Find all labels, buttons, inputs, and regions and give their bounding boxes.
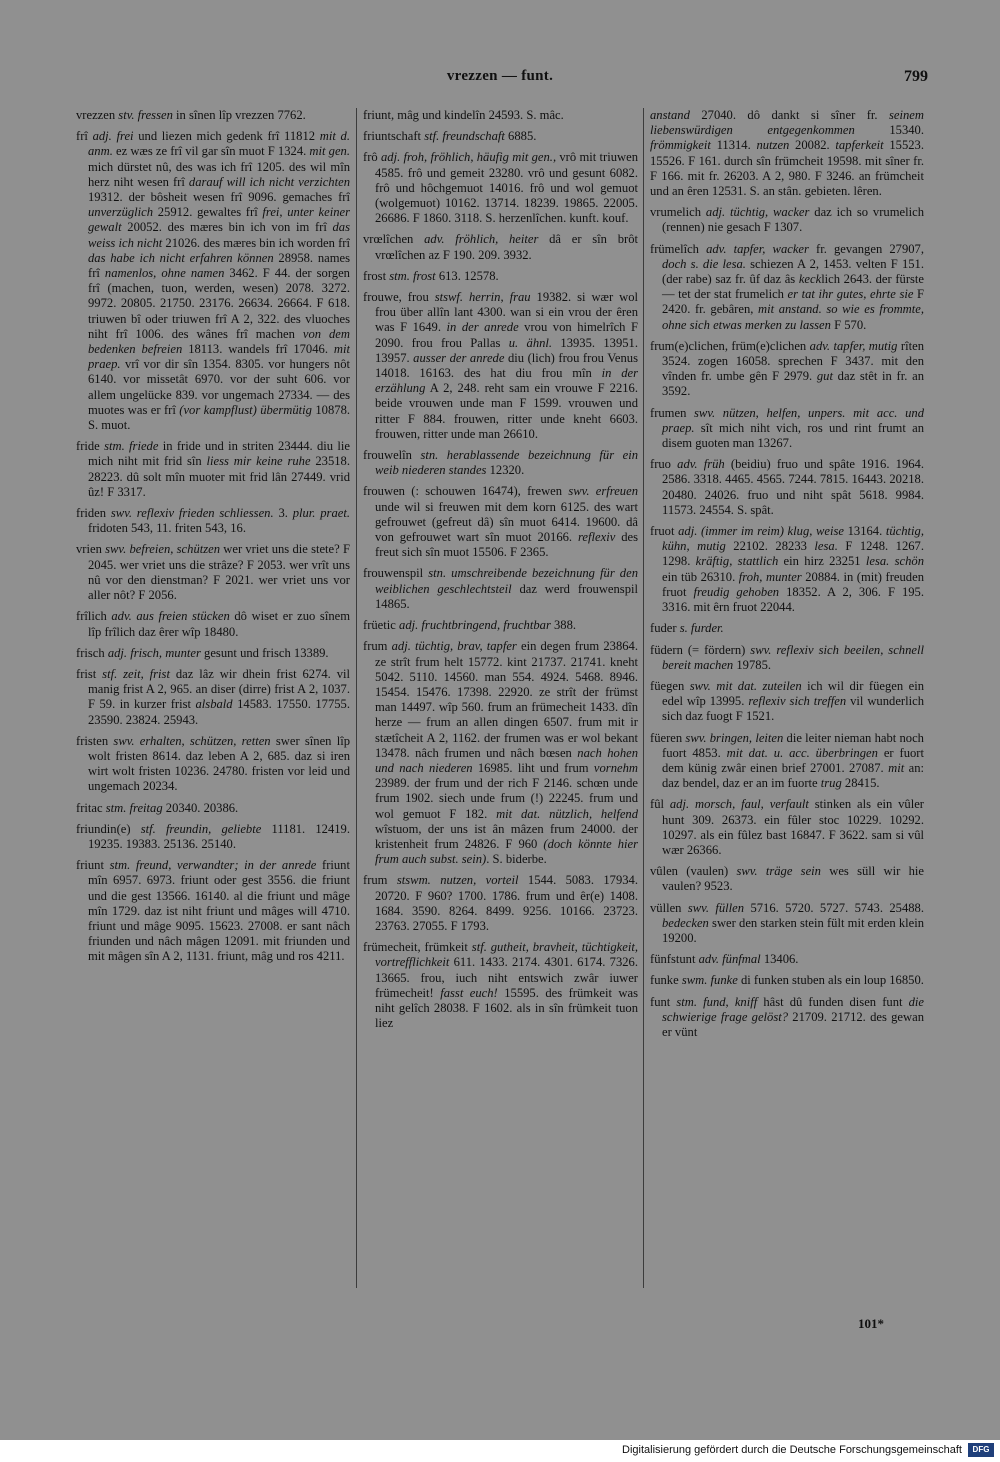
dictionary-entry: [650, 973, 924, 988]
gloss-text: freudig gehoben: [693, 584, 780, 599]
entry-text: 20082.: [789, 138, 836, 153]
gloss-text: stf. zeit, frist: [96, 666, 170, 681]
entry-text: lich 2643. der fürste — tet der stat frumelich: [662, 272, 924, 302]
dictionary-entry: [363, 290, 638, 442]
entry-text: vrô mit triuwen 4585. frô und gemeit 23280. vrô und gesunt 6082. frô und hôchgemuot 14016. frô und wol gemuot (wolgemuot) 10162. 13714. 18239. 19865. 22005. 26686. F 1860. 3118. S. herzenlîchen. kunft. kouf.: [375, 150, 638, 226]
entry-text: vrî vor dir sîn 1354. 8305. vor hungers nôt 6140. vor missetât 6970. vor der suht 606. vor allem ungelücke 839. vor ungemach 27334. — des muotes was er frî: [88, 357, 350, 417]
gloss-text: mit: [888, 760, 905, 775]
sheet-signature: 101*: [858, 1316, 884, 1331]
gloss-text: u. ähnl.: [508, 335, 553, 350]
entry-continuation: [650, 108, 924, 199]
headword: funke: [650, 973, 679, 988]
gloss-text: mit dat. nützlich, helfend: [496, 806, 638, 821]
entry-text: gesunt und frisch 13389.: [200, 645, 329, 660]
headword: fride: [76, 439, 100, 454]
gloss-text: adj. tüchtig, brav, tapfer: [387, 639, 517, 654]
headword: frum(e)clichen, früm(e)clichen: [650, 338, 807, 353]
entry-text: er fuort dem künig zwâr einen brief 27001. 27087.: [662, 745, 924, 775]
gloss-text: stm. friede: [99, 439, 159, 454]
entry-text: friunt mîn 6957. 6973. friunt oder gest 3556. die friunt und die gest 13566. 16140. al die friunt und mâge mîn 1729. daz ist niht friunt und mâges will 4710. friunt und mâge 9095. 15623. 27008. er sant nâch friunden und nâch mâgen 12091. mit friunden und mit mâgen sîn A 2, 1131. friunt, mâg und ros 4211.: [88, 858, 350, 964]
column-divider: [643, 108, 644, 1288]
entry-text: 611. 1433. 2174. 4301. 6174. 7326. 13665. frou, iuch niht entswich zwâr iuwer frümecheit!: [375, 955, 638, 1000]
entry-text: (: schouwen 16474), frewen: [404, 484, 569, 499]
dictionary-entry: [363, 940, 638, 1031]
gloss-text: stswm. nutzen, vorteil: [387, 873, 519, 888]
headword: frouwe, frou: [363, 290, 429, 305]
entry-text: F 2420. fr. gebâren,: [662, 287, 924, 317]
entry-text: des freut sich sîn muot 15506. F 2365.: [375, 530, 638, 560]
entry-text: daz werd frouwenspil 14865.: [375, 581, 638, 611]
gloss-text: trug: [820, 776, 842, 791]
entry-text: F 1248. 1267. 1298.: [662, 539, 924, 569]
dictionary-entry: [76, 822, 350, 852]
gloss-text: adj. tüchtig, wacker: [701, 205, 810, 220]
gloss-text: von dem bedenken befreien: [88, 326, 350, 357]
dictionary-entry: [650, 205, 924, 235]
entry-text: die leiter nieman habt noch fuort 4853.: [662, 730, 924, 760]
entry-text: und liezen mich gedenk frî 11812: [133, 129, 320, 144]
dictionary-entry: [76, 439, 350, 500]
entry-text: 16985. liht und frum: [472, 760, 594, 775]
dictionary-entry: [363, 129, 638, 144]
entry-text: 13935. 13951. 13957.: [375, 335, 638, 365]
entry-text: 27040. dô dankt si sîner fr.: [689, 108, 890, 122]
gloss-text: liess mir keine ruhe: [206, 454, 311, 469]
headword: friuntschaft: [363, 129, 422, 144]
headword: fünfstunt: [650, 952, 696, 967]
entry-text: 1544. 5083. 17934. 20720. F 960? 1700. 1786. frum und êr(e) 1408. 1684. 3590. 8264. 8499. 9256. 10166. 23723. 23763. 27055. F 1793.: [375, 873, 638, 933]
gloss-text: er tat ihr gutes, ehrte sie: [787, 287, 914, 302]
entry-text: 15523. 15526. F 161. durch sîn frümcheit 19598. mit sîner fr. F 166. mit fr. 26203. A 2, 980. F 3246. an frümcheit und an êren 12531. S. an stân. gebieten. lêren.: [650, 138, 924, 199]
entry-text: friunt, mâg und kindelîn 24593. S. mâc.: [363, 108, 564, 122]
entry-text: in fride und in striten 23444. diu lie mich niht mit frid sîn: [88, 439, 350, 469]
dictionary-entry: [650, 901, 924, 947]
headword: vrœlîchen: [363, 232, 414, 247]
entry-text: fridoten 543, 11. friten 543, 16.: [88, 521, 246, 536]
headword: friden: [76, 506, 107, 521]
gloss-text: in der erzählung: [375, 366, 638, 396]
gloss-text: bedecken: [662, 915, 709, 930]
gloss-text: anstand: [650, 108, 690, 122]
gloss-text: stv. fressen: [115, 108, 173, 122]
column-left: [76, 108, 350, 1308]
entry-text: wer vriet uns die stete? F 2045. wer vriet uns die strâze? F 2053. wer vrît uns nû vor den dienstman? F 2021. wer vriet uns vor aller nôt? F 2056.: [88, 542, 350, 603]
entry-text: 25912. gewaltes frî: [153, 205, 263, 220]
entry-text: daz ich so vrumelich (rennen) nie gesach F 1307.: [662, 205, 924, 235]
gloss-text: alsbald: [195, 697, 233, 712]
entry-text: dô wiset er zuo sînem lîp frîlich daz êrer wîp 18480.: [88, 609, 350, 639]
footer-credit: Digitalisierung gefördert durch die Deutsche Forschungsgemeinschaft: [622, 1444, 962, 1456]
entry-text: 20052. des mæres bin ich von im frî: [121, 220, 333, 235]
gloss-text: swv. füllen: [681, 900, 745, 915]
gloss-text: stf. freundin, geliebte: [130, 821, 262, 836]
entry-text: 20340. 20386.: [162, 800, 239, 815]
gloss-text: die schwierige frage gelöst?: [662, 994, 924, 1024]
gloss-text: s. furder.: [676, 621, 724, 636]
entry-text: 23518. 28223. dû solt mîn muoter mit frid lân 27449. vrid ûz! F 3317.: [88, 454, 350, 499]
dictionary-entry: [363, 618, 638, 633]
gloss-text: adv. früh: [670, 457, 725, 472]
gloss-text: lesa.: [814, 539, 838, 554]
headword: frost: [363, 268, 387, 283]
entry-text: 613. 12578.: [435, 268, 499, 283]
entry-text: 18113. wandels frî 17046.: [182, 342, 334, 357]
gloss-text: stm. frost: [386, 268, 436, 283]
gloss-text: frei, unter keiner gewalt: [88, 205, 350, 235]
gloss-text: mit anstand. so wie es frommte, ohne sich etwas merken zu lassen: [662, 302, 924, 332]
headword: fuder: [650, 621, 677, 636]
gloss-text: reflexiv: [578, 530, 616, 545]
gloss-text: fasst euch!: [440, 985, 498, 1000]
entry-text: (= fördern): [682, 642, 751, 657]
dictionary-entry: [76, 108, 350, 123]
gloss-text: ausser der anrede: [413, 350, 505, 365]
dictionary-entry: [650, 339, 924, 400]
entry-text: 13164.: [843, 524, 886, 539]
entry-text: wes süll wir hie vaulen? 9523.: [662, 864, 924, 894]
headword: frum: [363, 639, 388, 654]
gloss-text: adj. morsch, faul, verfault: [664, 797, 809, 812]
entry-text: (beidiu) fruo und spâte 1916. 1964. 2586. 3318. 4465. 4565. 7244. 7815. 16443. 20218. 20480. 24026. fruo und niht spât 5618. 9984. 11573. 24554. S. spât.: [662, 457, 924, 517]
entry-text: vil wunderlich sich daz fuogt F 1521.: [662, 694, 924, 724]
dictionary-entry: [650, 731, 924, 792]
column-middle: [363, 108, 638, 1308]
headword: vrien: [76, 542, 102, 557]
dictionary-entry: [76, 801, 350, 816]
entry-text: A 2, 248. reht sam ein vrouwe F 2216. beide vrouwen unde man F 1599. vrouwen und ritter F 884. frouwen, ritter unde kneht 6603. frouwen, ritter unde man 26610.: [375, 381, 638, 441]
headword: vrumelich: [650, 205, 702, 220]
dictionary-entry: [650, 679, 924, 725]
dictionary-entry: [363, 484, 638, 560]
gloss-text: stn. umschreibende bezeichnung für den weiblichen geschlechtsteil: [375, 566, 638, 596]
headword: frî: [76, 129, 88, 144]
gloss-text: das habe ich nicht erfahren können: [88, 250, 274, 265]
dictionary-entry: [650, 797, 924, 858]
entry-text: 22102. 28233: [725, 539, 815, 554]
gloss-text: swv. mit dat. zuteilen: [684, 678, 802, 693]
dfg-logo-icon: DFG: [968, 1443, 994, 1457]
gloss-text: swv. erfreuen: [568, 484, 638, 499]
entry-text: ez wæs ze frî vil gar sîn muot F 1324.: [112, 144, 310, 159]
headword: frouwen: [363, 484, 405, 499]
entry-text: diu (lich) frou frou Venus 14018. 16163. des hat diu frou mîn: [375, 350, 638, 381]
headword: frümecheit, frümkeit: [363, 940, 468, 955]
headword: frisch: [76, 645, 105, 660]
gloss-text: swm. funke: [678, 973, 738, 988]
gloss-text: stf. gutheit, bravheit, tüchtigkeit, vortrefflichkeit: [375, 940, 638, 970]
entry-text: ein hirz 23251: [778, 554, 866, 569]
gloss-text: froh, munter: [738, 569, 802, 584]
gloss-text: stf. freundschaft: [421, 129, 505, 144]
gloss-text: (doch könnte hier frum auch subst. sein): [375, 836, 638, 867]
entry-text: 3462. F 44. der sorgen frî (machen, tuon, werden, wesen) 2078. 3272. 9972. 20805. 21750. 23176. 26634. 26664. F 618. triuwen bî oder triuwen frî A 2, 322. des vluoches niht frî 1006. des wânes frî machen: [88, 266, 350, 341]
gloss-text: adj. frisch, munter: [104, 645, 201, 660]
entry-text: 19785.: [733, 657, 772, 672]
dictionary-entry: [363, 150, 638, 226]
entry-text: 11181. 12419. 19235. 19383. 25136. 25140.: [88, 821, 350, 851]
entry-text: stinken als ein vûler hunt 309. 26373. ein fûler stoc 10229. 10292. 10297. als ein fûlez bast 16847. F 3622. sam si vûl wær 26366.: [662, 797, 924, 857]
dictionary-entry: [650, 524, 924, 615]
gloss-text: adv. tapfer, wacker: [698, 241, 809, 256]
dictionary-entry: [76, 129, 350, 433]
running-head: [0, 68, 1000, 90]
entry-continuation: [363, 108, 638, 123]
entry-text: mich dürstet nû, des was ich frî 1205. des wil mîn herz niht wesen frî: [88, 159, 350, 189]
entry-text: in sînen lîp vrezzen 7762.: [172, 108, 306, 122]
gloss-text: swv. befreien, schützen: [101, 542, 221, 557]
gloss-text: darauf will ich nicht verzichten: [188, 174, 350, 189]
headword: frumen: [650, 405, 687, 420]
gloss-text: mit d. anm.: [88, 129, 350, 159]
gloss-text: stm. freund, verwandter; in der anrede: [103, 858, 317, 873]
gloss-text: adj. fruchtbringend, fruchtbar: [395, 618, 551, 633]
entry-text: 20884. in (mit) freuden fruot: [662, 569, 924, 599]
entry-text: 19312. der bôsheit wesen frî 9096. gemaches frî: [88, 190, 350, 205]
entry-text: ein degen frum 23864. ze strît frum helt 15772. kint 21737. 21741. kneht 5042. 5110. 14560. man 554. 4924. 5468. 8946. 15454. 15476. 17398. 22920. ze strît der frümst man 14497. wîp 560. frum an frümecheit 1433. dîn herze — frum an allen dingen 6507. frum mit ir stætîcheit A 2, 1162. der frumen was er wol bekant 13478. nâch frumen und nâch bœsen: [375, 639, 638, 760]
entry-text: ein tüb 26310.: [662, 569, 739, 584]
headword: fûl: [650, 797, 664, 812]
entry-text: 11314.: [710, 138, 757, 153]
headword: vûlen: [650, 864, 678, 879]
gloss-text: adv. aus freien stücken: [106, 609, 230, 624]
entry-text: hâst dû funden disen funt: [757, 994, 909, 1009]
dictionary-entry: [76, 667, 350, 728]
running-title: vrezzen — funt.: [446, 68, 554, 84]
entry-text: 14583. 17550. 17755. 23590. 23824. 25943.: [88, 697, 350, 727]
dictionary-entry: [650, 406, 924, 452]
entry-text: swer den starken stein fült mit erden klein 19200.: [662, 915, 924, 945]
gloss-text: kräftig, stattlich: [695, 554, 779, 569]
headword: frô: [363, 150, 378, 165]
dictionary-entry: [76, 646, 350, 661]
gloss-text: stm. fund, kniff: [670, 994, 758, 1009]
headword: frouwenspil: [363, 566, 424, 581]
headword: frîlich: [76, 609, 107, 624]
headword: früetic: [363, 618, 396, 633]
entry-text: 6885.: [504, 129, 537, 144]
entry-text: 10878. S. muot.: [88, 402, 350, 433]
gloss-text: swv. nützen, helfen, unpers. mit acc. und praep.: [662, 405, 924, 435]
gloss-text: adv. fröhlich, heiter: [413, 232, 539, 247]
page-number: 799: [904, 68, 928, 85]
gloss-text: adv. fünfmal: [695, 952, 761, 967]
dictionary-entry: [363, 269, 638, 284]
dictionary-entry: [363, 639, 638, 867]
gloss-text: gut: [816, 369, 833, 384]
gloss-text: swv. bringen, leiten: [682, 730, 784, 745]
gloss-text: adv. tapfer, mutig: [806, 338, 898, 353]
entry-text: 21709. 21712. des gewan er vünt: [662, 1009, 924, 1039]
dictionary-entry: [363, 232, 638, 262]
entry-text: fr. gevangen 27907,: [808, 241, 924, 256]
dictionary-entry: [76, 734, 350, 795]
entry-text: swer sînen lîp wolt fristen 8614. daz leben A 2, 685. daz si iren wirt wolt fristen 10236. 24780. fristen vor leid und ungemach 20234.: [88, 733, 350, 794]
dictionary-entry: [363, 448, 638, 478]
dictionary-entry: [650, 864, 924, 894]
dictionary-entry: [76, 609, 350, 639]
gloss-text: doch s. die lesa.: [662, 256, 746, 271]
entry-text: 5716. 5720. 5727. 5743. 25488.: [744, 900, 924, 915]
headword: füegen: [650, 678, 685, 693]
gloss-text: stn. herablassende bezeichnung für ein weib niederen standes: [375, 448, 638, 478]
entry-text: F 570.: [830, 317, 867, 332]
entry-text: 28958. names frî: [88, 250, 350, 281]
entry-text: 15595. des frümkeit was niht gelîch 28038. F 1602. als in sîn frümkeit tuon liez: [375, 985, 638, 1031]
entry-text: (vaulen): [677, 864, 737, 879]
gloss-text: frömmigkeit: [650, 138, 711, 153]
headword: frouwelîn: [363, 448, 412, 463]
headword: fruo: [650, 457, 671, 472]
gloss-text: adj. frei: [87, 129, 134, 144]
headword: funt: [650, 994, 671, 1009]
entry-text: 15340.: [854, 123, 924, 138]
entry-text: ich wil dir füegen ein edel wîp 13995.: [662, 678, 924, 709]
gloss-text: stswf. herrin, frau: [428, 290, 531, 305]
headword: frist: [76, 666, 97, 681]
gloss-text: das weiss ich nicht: [88, 220, 350, 250]
entry-text: 12320.: [486, 463, 525, 478]
entry-text: dâ er sîn brôt vrœlîchen az F 190. 209. 3932.: [375, 232, 638, 262]
column-divider: [356, 108, 357, 1288]
dictionary-entry: [650, 242, 924, 333]
gloss-text: unverzüglich: [88, 205, 154, 220]
entry-text: 23989. der frum und der rich F 2146. schœn unde frum 1902. siech unde frum (!) 22245. frum und wol gemuot F 182.: [375, 776, 638, 821]
entry-text: di funken stuben als ein loup 16850.: [737, 973, 924, 988]
gloss-text: lesa. schön: [865, 554, 924, 569]
gloss-text: plur. praet.: [292, 506, 350, 521]
headword: friunt: [76, 858, 104, 873]
entry-text: . S. biderbe.: [486, 852, 547, 867]
entry-text: wîstuom, der uns ist ân mâzen frum 24000. der kristenheit frum 24826. F 960: [375, 821, 638, 851]
gloss-text: vornehm: [593, 760, 638, 775]
entry-text: 28415.: [841, 776, 880, 791]
entry-text: unde wil si freuwen mit dem korn 6125. des wart gefrouwet (gefreut dâ) sîn muot 6414. 19600. dâ von gefrouwet wart sîn muot 20166.: [375, 499, 638, 545]
gloss-text: swv. erhalten, schützen, retten: [108, 733, 271, 748]
headword: frum: [363, 873, 388, 888]
gloss-text: nutzen: [756, 138, 790, 153]
entry-text: 18352. A 2, 306. F 195. 3316. mit êrn fruot 22044.: [662, 584, 924, 615]
headword: füeren: [650, 730, 683, 745]
headword: füdern: [650, 642, 683, 657]
gloss-text: namenlos, ohne namen: [104, 266, 225, 281]
dictionary-entry: [650, 643, 924, 673]
dictionary-entry: [650, 457, 924, 518]
dictionary-entry: [650, 952, 924, 967]
entry-text: 19382. si wær wol frou über allîn lant 4300. wan si ein vrou der êren was F 1649.: [375, 290, 638, 335]
gloss-text: reflexiv sich treffen: [748, 694, 847, 709]
headword: friundin(e): [76, 821, 131, 836]
gloss-text: adj. froh, fröhlich, häufig mit gen.,: [377, 150, 557, 165]
entry-text: 21026. des mæres bin ich worden frî: [162, 235, 350, 250]
entry-text: schiezen A 2, 1453. velten F 151. (der rabe) saz fr. ûf daz âs: [662, 256, 924, 287]
dictionary-entry: [650, 621, 924, 636]
gloss-text: tapferkeit: [835, 138, 884, 153]
entry-text: sît mich niht vich, ros und rint frumt an disem guoten man 13267.: [662, 420, 924, 451]
headword: fristen: [76, 733, 109, 748]
entry-text: 3.: [273, 506, 293, 521]
gloss-text: mit dat. u. acc. überbringen: [726, 745, 878, 760]
entry-text: 13406.: [760, 952, 799, 967]
headword: fruot: [650, 524, 675, 539]
entry-text: daz stêt in fr. an 3592.: [662, 369, 924, 399]
gloss-text: adj. (immer im reim) klug, weise: [674, 524, 844, 539]
gloss-text: swv. reflexiv frieden schliessen.: [106, 506, 274, 521]
entry-text: vrou von himelrîch F 2090. frou frou Pallas: [375, 320, 638, 350]
entry-text: daz lâz wir dhein frist 6274. vil manig frist A 2, 965. an diser (dirre) frist A 2, 1037. F 59. in kurzer frist: [88, 666, 350, 712]
gloss-text: mit gen.: [309, 144, 350, 159]
column-right: [650, 108, 924, 1308]
gloss-text: (vor kampflust) übermütig: [179, 402, 312, 417]
headword: frümelîch: [650, 241, 699, 256]
headword: vüllen: [650, 900, 682, 915]
dictionary-entry: [76, 506, 350, 536]
dictionary-entry: [76, 858, 350, 964]
headword: vrezzen: [76, 108, 116, 122]
gloss-text: swv. träge sein: [736, 864, 821, 879]
gloss-text: in der anrede: [446, 320, 519, 335]
dictionary-entry: [363, 873, 638, 934]
gloss-text: tüchtig, kühn, mutig: [662, 524, 924, 554]
gloss-text: mit praep.: [88, 342, 350, 372]
entry-text: rîten 3524. zogen 16058. sprechen F 3437. mit den vînden fr. umbe gên F 2979.: [662, 338, 924, 384]
entry-text: an: daz bendel, daz er an im fuorte: [662, 760, 924, 791]
dictionary-entry: [363, 566, 638, 612]
entry-text: 388.: [550, 618, 577, 633]
headword: fritac: [76, 800, 103, 815]
dictionary-entry: [650, 995, 924, 1041]
gloss-text: seinem liebenswürdigen entgegenkommen: [650, 108, 924, 138]
gloss-text: keck: [798, 272, 822, 287]
dictionary-entry: [76, 542, 350, 603]
gloss-text: stm. freitag: [102, 800, 163, 815]
gloss-text: nach hohen und nach niederen: [375, 745, 638, 775]
gloss-text: swv. reflexiv sich beeilen, schnell bereit machen: [662, 642, 924, 672]
footer-bar: [0, 1440, 1000, 1462]
